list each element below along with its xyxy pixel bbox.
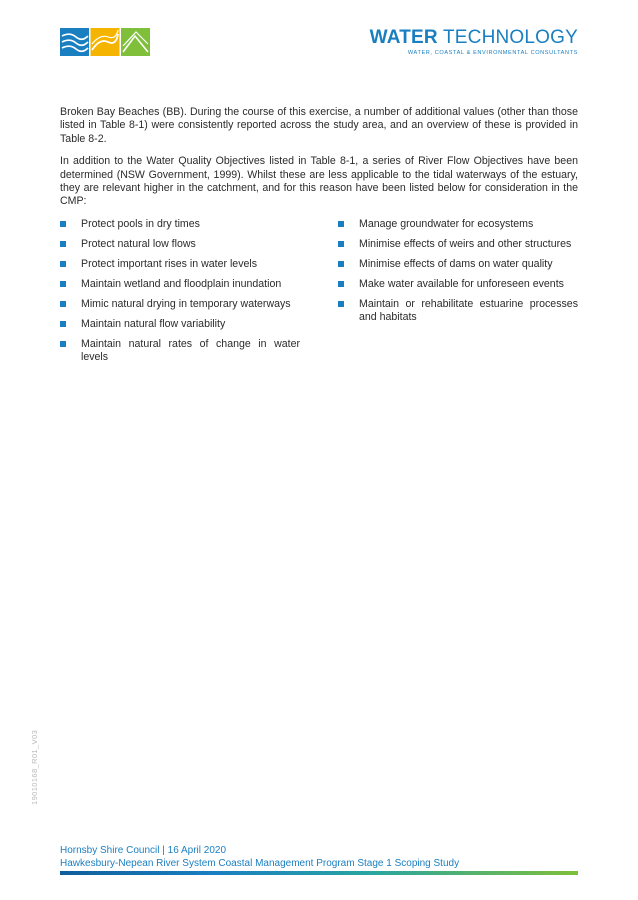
- square-bullet-icon: [338, 241, 344, 247]
- list-item: [60, 338, 300, 365]
- river-flow-objectives-list: [60, 218, 578, 368]
- square-bullet-icon: [60, 241, 66, 247]
- body-paragraph: In addition to the Water Quality Objectives listed in Table 8-1, a series of River Flow Objectives have been determined (NSW Government, 1999). Whilst these are less applicable to the tidal waterways of the estuary, they are relevant higher in the catchment, and for this reason have been listed below for consideration in the CMP:: [60, 155, 578, 208]
- list-item-text: Maintain wetland and floodplain inundation: [81, 277, 282, 290]
- brand-name-bold: WATER: [369, 27, 438, 48]
- list-item-text: Minimise effects of weirs and other structures: [359, 237, 572, 250]
- square-bullet-icon: [60, 281, 66, 287]
- list-item: [338, 218, 578, 231]
- list-item: [60, 278, 300, 291]
- list-item: [60, 218, 300, 231]
- list-item-text: Mimic natural drying in temporary waterways: [81, 297, 291, 310]
- brand-name-light: TECHNOLOGY: [437, 27, 578, 48]
- list-item-text: Maintain natural rates of change in water levels: [81, 337, 300, 364]
- footer-gradient-bar: [60, 871, 578, 875]
- footer-project-title: Hawkesbury-Nepean River System Coastal Management Program Stage 1 Scoping Study: [60, 857, 460, 869]
- list-item: [338, 278, 578, 291]
- list-item-text: Manage groundwater for ecosystems: [359, 217, 534, 230]
- list-item-text: Make water available for unforeseen events: [359, 277, 564, 290]
- square-bullet-icon: [60, 221, 66, 227]
- list-item: [60, 238, 300, 251]
- list-item: [338, 238, 578, 251]
- bullet-column-right: [338, 218, 578, 331]
- list-item: [338, 298, 578, 325]
- page-footer: [60, 845, 578, 870]
- list-item: [60, 258, 300, 271]
- square-bullet-icon: [338, 261, 344, 267]
- square-bullet-icon: [60, 301, 66, 307]
- square-bullet-icon: [60, 261, 66, 267]
- square-bullet-icon: [338, 301, 344, 307]
- square-bullet-icon: [338, 281, 344, 287]
- water-technology-logo-icon: [60, 28, 150, 56]
- footer-client-date: Hornsby Shire Council | 16 April 2020: [60, 845, 227, 856]
- list-item: [60, 298, 300, 311]
- square-bullet-icon: [60, 321, 66, 327]
- brand-name: [370, 28, 578, 48]
- list-item-text: Protect important rises in water levels: [81, 257, 258, 270]
- list-item-text: Maintain or rehabilitate estuarine processes and habitats: [359, 297, 578, 324]
- document-reference-code: 19010168_R01_V03: [30, 729, 39, 805]
- list-item-text: Protect pools in dry times: [81, 217, 200, 230]
- square-bullet-icon: [60, 341, 66, 347]
- square-bullet-icon: [338, 221, 344, 227]
- document-body: [60, 106, 578, 368]
- list-item-text: Maintain natural flow variability: [81, 317, 226, 330]
- list-item: [338, 258, 578, 271]
- brand-tagline: WATER, COASTAL & ENVIRONMENTAL CONSULTANTS: [407, 50, 578, 56]
- bullet-column-left: [60, 218, 300, 371]
- list-item: [60, 318, 300, 331]
- brand-block: [370, 28, 578, 56]
- list-item-text: Minimise effects of dams on water quality: [359, 257, 553, 270]
- body-paragraph: Broken Bay Beaches (BB). During the course of this exercise, a number of additional values (other than those listed in Table 8-1) were consistently reported across the study area, and an overview of these is provided in Table 8-2.: [60, 106, 578, 145]
- list-item-text: Protect natural low flows: [81, 237, 196, 250]
